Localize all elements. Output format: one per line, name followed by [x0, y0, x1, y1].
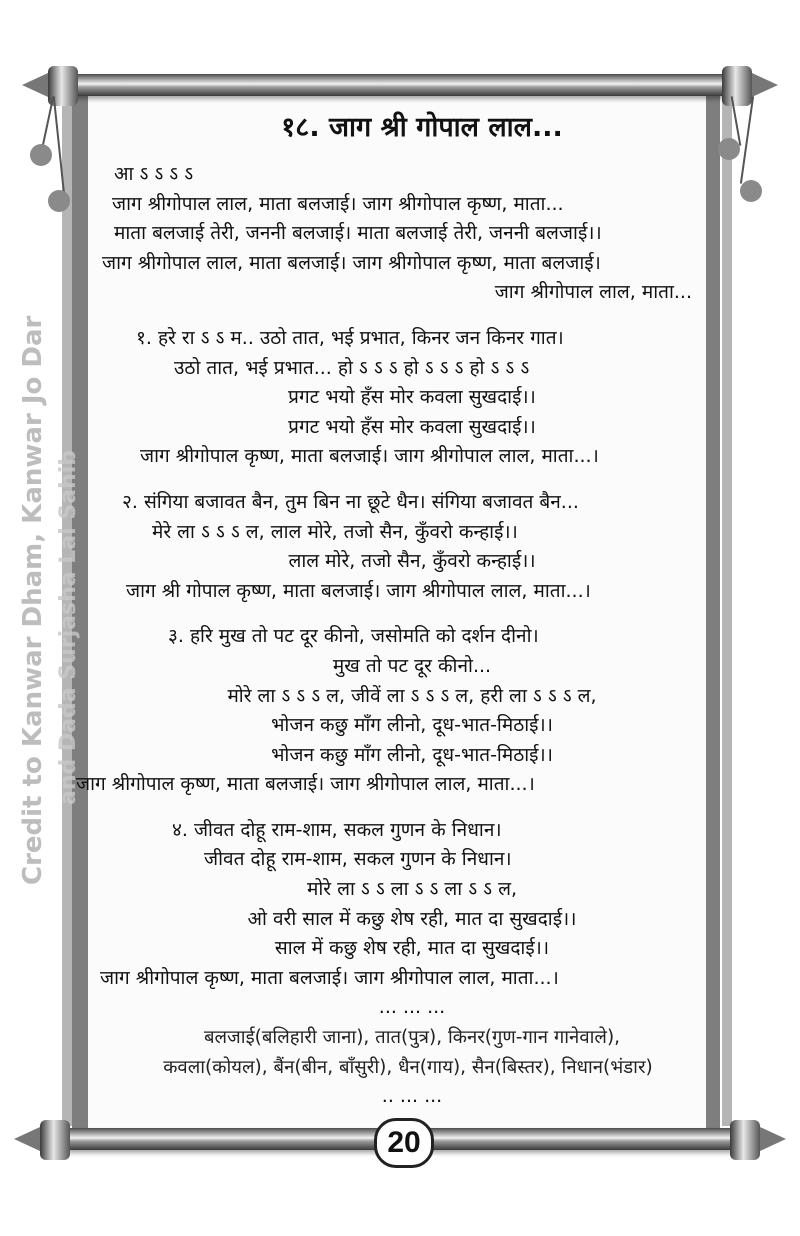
verse-line: ४. जीवत दोहू राम-शाम, सकल गुणन के निधान। [172, 818, 502, 841]
top-scroll-rod [60, 74, 740, 96]
verse-line: जाग श्रीगोपाल लाल, माता बलजाई। जाग श्रीगोपाल कृष्ण, माता बलजाई। [102, 251, 601, 274]
verse-line: जाग श्रीगोपाल कृष्ण, माता बलजाई। जाग श्रीगोपाल लाल, माता...। [100, 966, 559, 989]
verse-line: भोजन कछु माँग लीनो, दूध-भात-मिठाई।। [271, 714, 553, 737]
verse-line: ३. हरि मुख तो पट दूर कीनो, जसोमति को दर्शन दीनो। [168, 625, 539, 648]
verse-line: भोजन कछु माँग लीनो, दूध-भात-मिठाई।। [271, 743, 553, 766]
hanging-bead-left-icon [30, 144, 52, 166]
stanza-1 [96, 324, 728, 472]
separator-dots: ... ... ... [378, 996, 446, 1019]
glossary-line: बलजाई(बलिहारी जाना), तात(पुत्र), किनर(गुण-गान गानेवाले), [203, 1027, 621, 1049]
verse-line: मोरे ला ऽ ऽ ला ऽ ऽ ला ऽ ऽ ल, [306, 878, 518, 901]
hanging-bead-left-2-icon [48, 190, 70, 212]
glossary-line: कवला(कोयल), बैंन(बीन, बाँसुरी), धैन(गाय), सैन(बिस्तर), निधान(भंडार) [163, 1056, 653, 1078]
separator-dots: .. ... ... [381, 1085, 443, 1108]
verse-line: मेरे ला ऽ ऽ ऽ ल, लाल मोरे, तजो सैन, कुँवरो कन्हाई।। [152, 520, 518, 543]
hanging-string-right-2 [740, 96, 754, 183]
top-right-rod-tip [752, 73, 800, 97]
bottom-right-rod-knob [730, 1120, 760, 1160]
verse-line: साल में कछु शेष रही, मात दा सुखदाई।। [274, 937, 550, 960]
verse-line: ओ वरी साल में कछु शेष रही, मात दा सुखदाई।। [247, 907, 577, 930]
verse-line: जाग श्री गोपाल कृष्ण, माता बलजाई। जाग श्रीगोपाल लाल, माता...। [126, 579, 591, 602]
stanza-2 [96, 488, 728, 606]
top-left-rod-tip [22, 73, 48, 97]
verse-line: प्रगट भयो हँस मोर कवला सुखदाई।। [288, 386, 536, 409]
verse-line: उठो तात, भई प्रभात... हो ऽ ऽ ऽ हो ऽ ऽ ऽ हो ऽ ऽ ऽ [174, 356, 530, 379]
verse-line: जाग श्रीगोपाल लाल, माता... [494, 281, 692, 304]
verse-line: आ ऽ ऽ ऽ ऽ [114, 163, 194, 185]
verse-line: लाल मोरे, तजो सैन, कुँवरो कन्हाई।। [288, 550, 536, 573]
verse-line: प्रगट भयो हँस मोर कवला सुखदाई।। [288, 415, 536, 438]
hanging-bead-right-2-icon [740, 180, 762, 202]
bottom-left-rod-tip [14, 1127, 40, 1151]
verse-line: १. हरे रा ऽ ऽ म.. उठो तात, भई प्रभात, किनर जन किनर गात। [136, 326, 564, 349]
watermark-credit-2: and Dada Surjasha Lal Sahib [56, 450, 81, 805]
bhajan-content [76, 104, 728, 1128]
verse-line: जाग श्रीगोपाल लाल, माता बलजाई। जाग श्रीगोपाल कृष्ण, माता... [112, 192, 564, 215]
top-right-rod-knob [722, 66, 752, 106]
page-title: १८. जाग श्री गोपाल लाल... [281, 112, 563, 143]
bottom-right-rod-tip [760, 1127, 800, 1151]
stanza-3 [76, 622, 728, 800]
verse-line: माता बलजाई तेरी, जननी बलजाई। माता बलजाई तेरी, जननी बलजाई।। [114, 222, 602, 245]
verse-line: मोरे ला ऽ ऽ ऽ ल, जीवें ला ऽ ऽ ऽ ल, हरी ला ऽ ऽ ऽ ल, [227, 684, 597, 707]
stanza-4 [96, 816, 728, 1112]
intro-stanza [96, 160, 728, 308]
verse-line: जाग श्रीगोपाल कृष्ण, माता बलजाई। जाग श्रीगोपाल लाल, माता...। [140, 445, 599, 468]
page-number: 20 [374, 1118, 434, 1168]
verse-line: जीवत दोहू राम-शाम, सकल गुणन के निधान। [204, 848, 512, 871]
verse-line: जाग श्रीगोपाल कृष्ण, माता बलजाई। जाग श्रीगोपाल लाल, माता...। [76, 773, 535, 796]
bottom-left-rod-knob [40, 1120, 70, 1160]
watermark-credit: Credit to Kanwar Dham, Kanwar Jo Dar [18, 315, 48, 885]
verse-line: २. संगिया बजावत बैन, तुम बिन ना छूटे धैन। संगिया बजावत बैन... [122, 490, 579, 513]
verse-line: मुख तो पट दूर कीनो... [332, 654, 492, 677]
